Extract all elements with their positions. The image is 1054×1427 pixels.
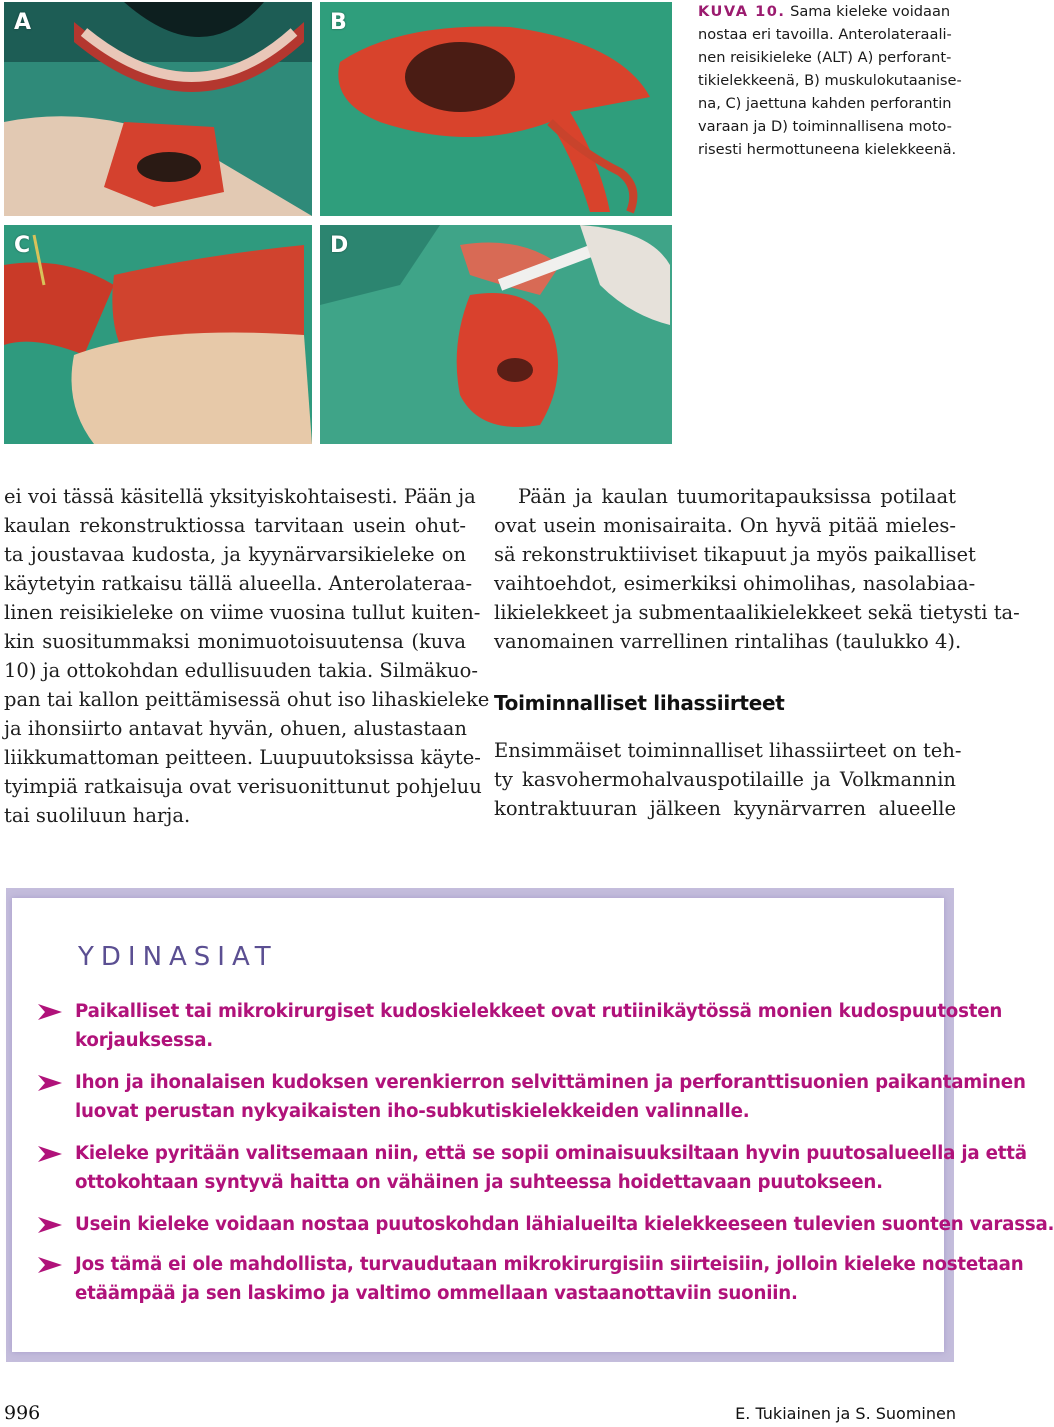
body-line: ovat usein monisairaita. On hyvä pitää mieles- — [494, 514, 956, 537]
body-line: vanomainen varrellinen rintalihas (taulukko 4). — [494, 630, 962, 653]
arrowhead-bullet-icon — [38, 1004, 62, 1020]
page-number: 996 — [4, 1402, 41, 1424]
body-line: kin suositummaksi monimuotoisuutensa (kuva — [4, 630, 466, 653]
arrowhead-bullet-icon — [38, 1257, 62, 1273]
key-point-line: ottokohtaan syntyvä haitta on vähäinen ja suhteessa hoidettavaan puutokseen. — [75, 1172, 883, 1193]
body-line: sä rekonstruktiiviset tikapuut ja myös paikalliset — [494, 543, 976, 566]
arrowhead-bullet-icon — [38, 1075, 62, 1091]
body-line: ja ihonsiirto antavat hyvän, ohuen, alustastaan — [4, 717, 467, 740]
arrowhead-bullet-icon — [38, 1146, 62, 1162]
body-line: 10) ja ottokohdan edullisuuden takia. Silmäkuo- — [4, 659, 479, 682]
surgical-photo-c — [4, 225, 312, 444]
body-line: Ensimmäiset toiminnalliset lihassiirteet on teh- — [494, 739, 962, 762]
body-line: vaihtoehdot, esimerkiksi ohimolihas, nasolabiaa- — [494, 572, 976, 595]
surgical-photo-a — [4, 2, 312, 216]
panel-label-d: D — [330, 233, 349, 258]
key-point-line: Usein kieleke voidaan nostaa puutoskohdan lähialueilta kielekkeeseen tulevien suonten varassa. — [75, 1214, 1054, 1235]
section-heading: Toiminnalliset lihassiirteet — [494, 691, 785, 715]
body-line: pan tai kallon peittämisessä ohut iso lihaskieleke — [4, 688, 490, 711]
surgical-photo-d — [320, 225, 672, 444]
figure-panel-b — [320, 2, 672, 216]
caption-line: nen reisikieleke (ALT) A) perforant- — [698, 49, 952, 66]
body-line: kontraktuuran jälkeen kyynärvarren alueelle — [494, 797, 956, 820]
body-line: tai suoliluun harja. — [4, 804, 191, 827]
figure-panel-d — [320, 225, 672, 444]
footer-authors: E. Tukiainen ja S. Suominen — [735, 1404, 956, 1423]
figure-panel-c — [4, 225, 312, 444]
body-line: liikkumattoman peitteen. Luupuutoksissa käyte- — [4, 746, 481, 769]
body-line: ty kasvohermohalvauspotilaille ja Volkmannin — [494, 768, 956, 791]
figure-caption — [698, 0, 962, 161]
key-point-line: luovat perustan nykyaikaisten iho-subkutiskielekkeiden valinnalle. — [75, 1101, 750, 1122]
panel-label-b: B — [330, 10, 347, 35]
key-points-title: YDINASIAT — [78, 942, 278, 972]
key-point-line: Paikalliset tai mikrokirurgiset kudoskielekkeet ovat rutiinikäytössä monien kudospuutosten — [75, 1001, 1003, 1022]
body-line: ei voi tässä käsitellä yksityiskohtaisesti. Pään ja — [4, 485, 476, 508]
body-line: käytetyin ratkaisu tällä alueella. Anterolateraa- — [4, 572, 473, 595]
caption-line: na, C) jaettuna kahden perforantin — [698, 95, 952, 112]
body-line: kaulan rekonstruktiossa tarvitaan usein ohut- — [4, 514, 466, 537]
panel-label-a: A — [14, 10, 32, 35]
key-point-line: Ihon ja ihonalaisen kudoksen verenkierron selvittäminen ja perforanttisuonien paikantaminen — [75, 1072, 1026, 1093]
body-line: likielekkeet ja submentaalikielekkeet sekä tietysti ta- — [494, 601, 1020, 624]
caption-line: varaan ja D) toiminnallisena moto- — [698, 118, 952, 135]
caption-line: Sama kieleke voidaan — [785, 3, 951, 20]
key-point-line: Jos tämä ei ole mahdollista, turvaudutaan mikrokirurgisiin siirteisiin, jolloin kieleke nostetaan — [75, 1254, 1024, 1275]
body-line: linen reisikieleke on viime vuosina tullut kuiten- — [4, 601, 481, 624]
body-column-right — [494, 482, 1020, 823]
body-line: ta joustavaa kudosta, ja kyynärvarsikieleke on — [4, 543, 466, 566]
body-column-left — [4, 482, 490, 830]
key-point-line: etäämpää ja sen laskimo ja valtimo ommellaan vastaanottaviin suoniin. — [75, 1283, 798, 1304]
caption-line: risesti hermottuneena kielekkeenä. — [698, 141, 957, 158]
caption-line: tikielekkeenä, B) muskulokutaanise- — [698, 72, 962, 89]
panel-label-c: C — [14, 233, 31, 258]
caption-line: nostaa eri tavoilla. Anterolateraali- — [698, 26, 952, 43]
body-line: Pään ja kaulan tuumoritapauksissa potilaat — [518, 485, 956, 508]
key-point-line: korjauksessa. — [75, 1030, 214, 1051]
caption-label: KUVA 10. — [698, 3, 786, 20]
figure-panel-a — [4, 2, 312, 216]
body-line: tyimpiä ratkaisuja ovat verisuonittunut pohjeluu — [4, 775, 482, 798]
surgical-photo-b — [320, 2, 672, 216]
arrowhead-bullet-icon — [38, 1217, 62, 1233]
key-point-line: Kieleke pyritään valitsemaan niin, että se sopii ominaisuuksiltaan hyvin puutosalueella ja että — [75, 1143, 1027, 1164]
